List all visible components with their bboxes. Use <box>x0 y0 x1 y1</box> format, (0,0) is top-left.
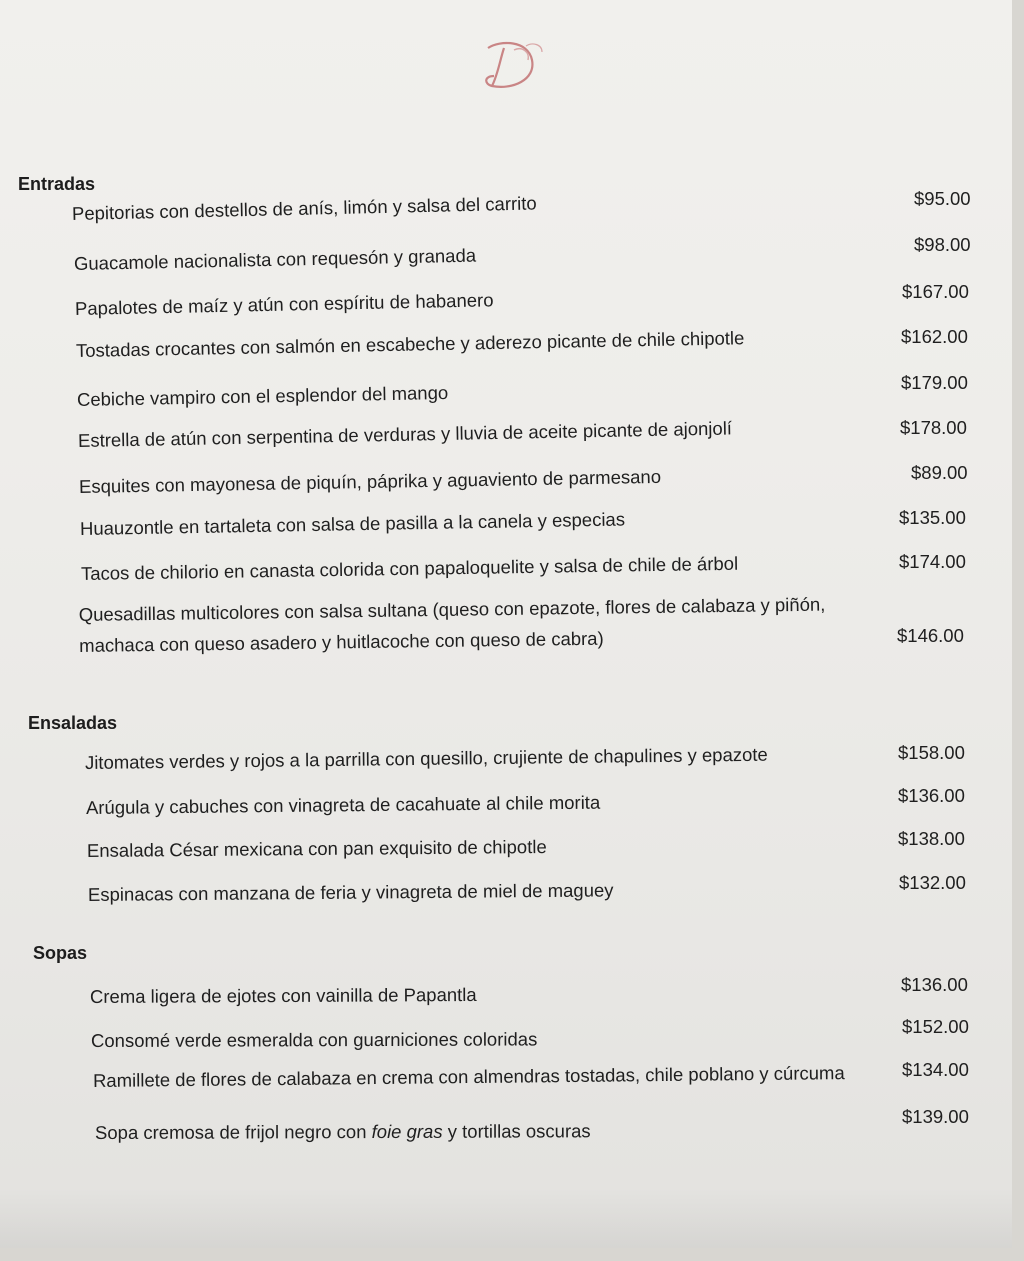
menu-item-price: $98.00 <box>914 234 971 255</box>
menu-item-price: $174.00 <box>899 551 966 572</box>
menu-item-price: $178.00 <box>900 417 967 438</box>
menu-item-name: Jitomates verdes y rojos a la parrilla con quesillo, crujiente de chapulines y epazote <box>84 743 768 773</box>
italic-phrase: foie gras <box>371 1120 443 1143</box>
menu-item-name: Arúgula y cabuches con vinagreta de cacahuate al chile morita <box>85 791 601 818</box>
menu-item-name: Tacos de chilorio en canasta colorida con papaloquelite y salsa de chile de árbol <box>80 552 739 584</box>
menu-item-price: $95.00 <box>914 188 971 209</box>
menu-item-name: Consomé verde esmeralda con guarniciones coloridas <box>90 1028 538 1051</box>
menu-item-price: $134.00 <box>902 1059 969 1080</box>
menu-item-name: Papalotes de maíz y atún con espíritu de habanero <box>74 289 494 319</box>
menu-item-name <box>95 1120 591 1144</box>
menu-item-price: $179.00 <box>901 372 968 393</box>
menu-item-name: Cebiche vampiro con el esplendor del mango <box>76 381 449 410</box>
menu-item-price: $139.00 <box>902 1106 969 1127</box>
menu-item-price: $136.00 <box>901 974 968 995</box>
menu-item-name: Espinacas con manzana de feria y vinagreta de miel de maguey <box>87 879 614 905</box>
menu-item-name-text: Sopa cremosa de frijol negro con foie gras y tortillas oscuras <box>94 1120 591 1143</box>
section-title-ensaladas: Ensaladas <box>28 713 118 733</box>
menu-item-name: Estrella de atún con serpentina de verduras y lluvia de aceite picante de ajonjolí <box>77 417 733 451</box>
restaurant-monogram-logo <box>470 30 550 100</box>
menu-item-price: $162.00 <box>901 326 968 347</box>
menu-item-name: Ramillete de flores de calabaza en crema con almendras tostadas, chile poblano y cúrcuma <box>92 1062 845 1091</box>
menu-item-name: Esquites con mayonesa de piquín, páprika y aguaviento de parmesano <box>78 465 662 497</box>
menu-item-price: $136.00 <box>898 785 965 806</box>
menu-item-name: Crema ligera de ejotes con vainilla de Papantla <box>89 983 477 1007</box>
menu-item-price: $138.00 <box>898 828 965 849</box>
section-title-entradas: Entradas <box>18 174 96 194</box>
menu-item-name: Guacamole nacionalista con requesón y granada <box>73 244 477 274</box>
section-title-sopas: Sopas <box>33 943 88 963</box>
menu-item-price: $132.00 <box>899 872 966 893</box>
menu-item-name: Ensalada César mexicana con pan exquisito de chipotle <box>86 835 547 861</box>
menu-item-name: Huauzontle en tartaleta con salsa de pasilla a la canela y especias <box>79 508 626 539</box>
menu-item-price: $146.00 <box>897 625 964 646</box>
menu-item-name: Quesadillas multicolores con salsa sultana (queso con epazote, flores de calabaza y piñón, machaca con queso asadero y huitlacoche con queso de cabra) <box>78 593 826 656</box>
menu-item-price: $152.00 <box>902 1016 969 1037</box>
menu-item-price: $135.00 <box>899 507 966 528</box>
menu-item-name: Pepitorias con destellos de anís, limón y salsa del carrito <box>71 192 537 224</box>
menu-item-price: $158.00 <box>898 742 965 763</box>
menu-item-price: $89.00 <box>911 462 968 483</box>
menu-item-price: $167.00 <box>902 281 969 302</box>
menu-item-name: Tostadas crocantes con salmón en escabeche y aderezo picante de chile chipotle <box>75 327 745 361</box>
